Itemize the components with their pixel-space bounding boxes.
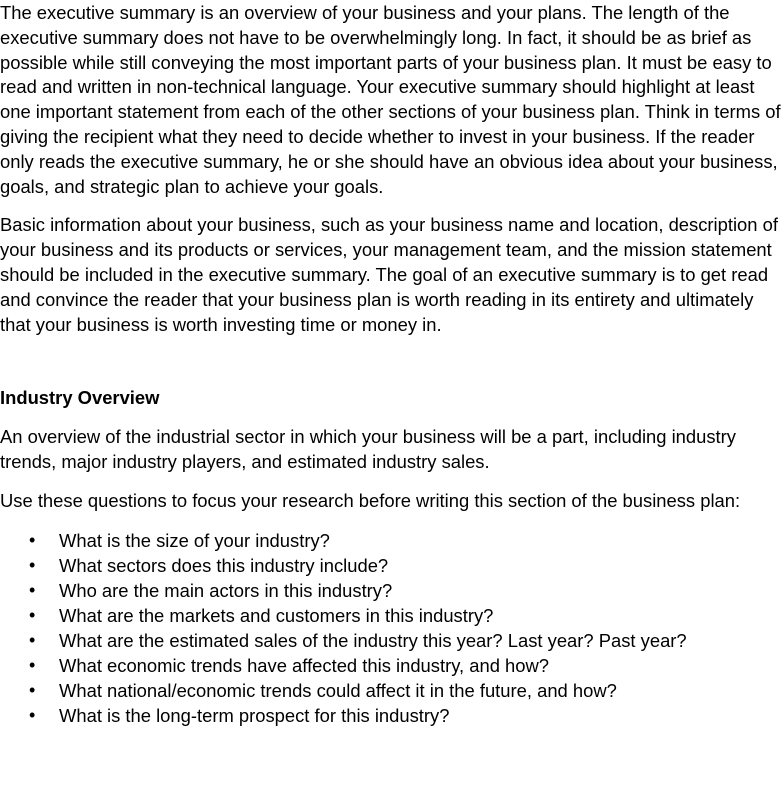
bullet-icon: • bbox=[29, 705, 36, 726]
list-item bbox=[0, 678, 781, 703]
questions-list bbox=[0, 528, 781, 729]
bullet-icon: • bbox=[29, 680, 36, 701]
bullet-icon: • bbox=[29, 529, 36, 550]
bullet-icon: • bbox=[29, 629, 36, 650]
list-item bbox=[0, 528, 781, 553]
bullet-icon: • bbox=[29, 655, 36, 676]
list-item-text: What is the size of your industry? bbox=[59, 529, 330, 551]
bullet-icon: • bbox=[29, 604, 36, 625]
list-item bbox=[0, 653, 781, 678]
document-page bbox=[0, 1, 781, 728]
paragraph-research-questions-intro: Use these questions to focus your research before writing this section of the business plan: bbox=[0, 489, 741, 511]
list-item-text: What are the estimated sales of the industry this year? Last year? Past year? bbox=[59, 629, 687, 651]
section-heading: Industry Overview bbox=[0, 387, 160, 409]
list-item bbox=[0, 553, 781, 578]
paragraph-executive-summary: The executive summary is an overview of your business and your plans. The length of the executive summary does not have to be overwhelmingly long. In fact, it should be as brief as possible while still conveying the most important parts of your business plan. It must be easy to read and written in non-technical language. Your executive summary should highlight at least one important statement from each of the other sections of your business plan. Think in terms of giving the recipient what they need to decide whether to invest in your business. If the reader only reads the executive summary, he or she should have an obvious idea about your business, goals, and strategic plan to achieve your goals. bbox=[0, 2, 781, 197]
list-item-text: What national/economic trends could affect it in the future, and how? bbox=[59, 680, 617, 702]
bullet-icon: • bbox=[29, 579, 36, 600]
paragraph-industry-overview: An overview of the industrial sector in which your business will be a part, including industry trends, major industry players, and estimated industry sales. bbox=[0, 426, 736, 472]
bullet-icon: • bbox=[29, 554, 36, 575]
list-item-text: Who are the main actors in this industry? bbox=[59, 579, 393, 601]
list-item-text: What economic trends have affected this industry, and how? bbox=[59, 655, 550, 677]
list-item bbox=[0, 578, 781, 603]
paragraph-basic-information: Basic information about your business, such as your business name and location, description of your business and its products or services, your management team, and the mission statement should be included in the executive summary. The goal of an executive summary is to get read and convince the reader that your business plan is worth reading in its entirety and ultimately that your business is worth investing time or money in. bbox=[0, 214, 778, 335]
list-item bbox=[0, 703, 781, 728]
list-item-text: What sectors does this industry include? bbox=[59, 554, 389, 576]
list-item-text: What are the markets and customers in this industry? bbox=[59, 604, 494, 626]
list-item bbox=[0, 628, 781, 653]
list-item bbox=[0, 603, 781, 628]
list-item-text: What is the long-term prospect for this industry? bbox=[59, 705, 450, 727]
